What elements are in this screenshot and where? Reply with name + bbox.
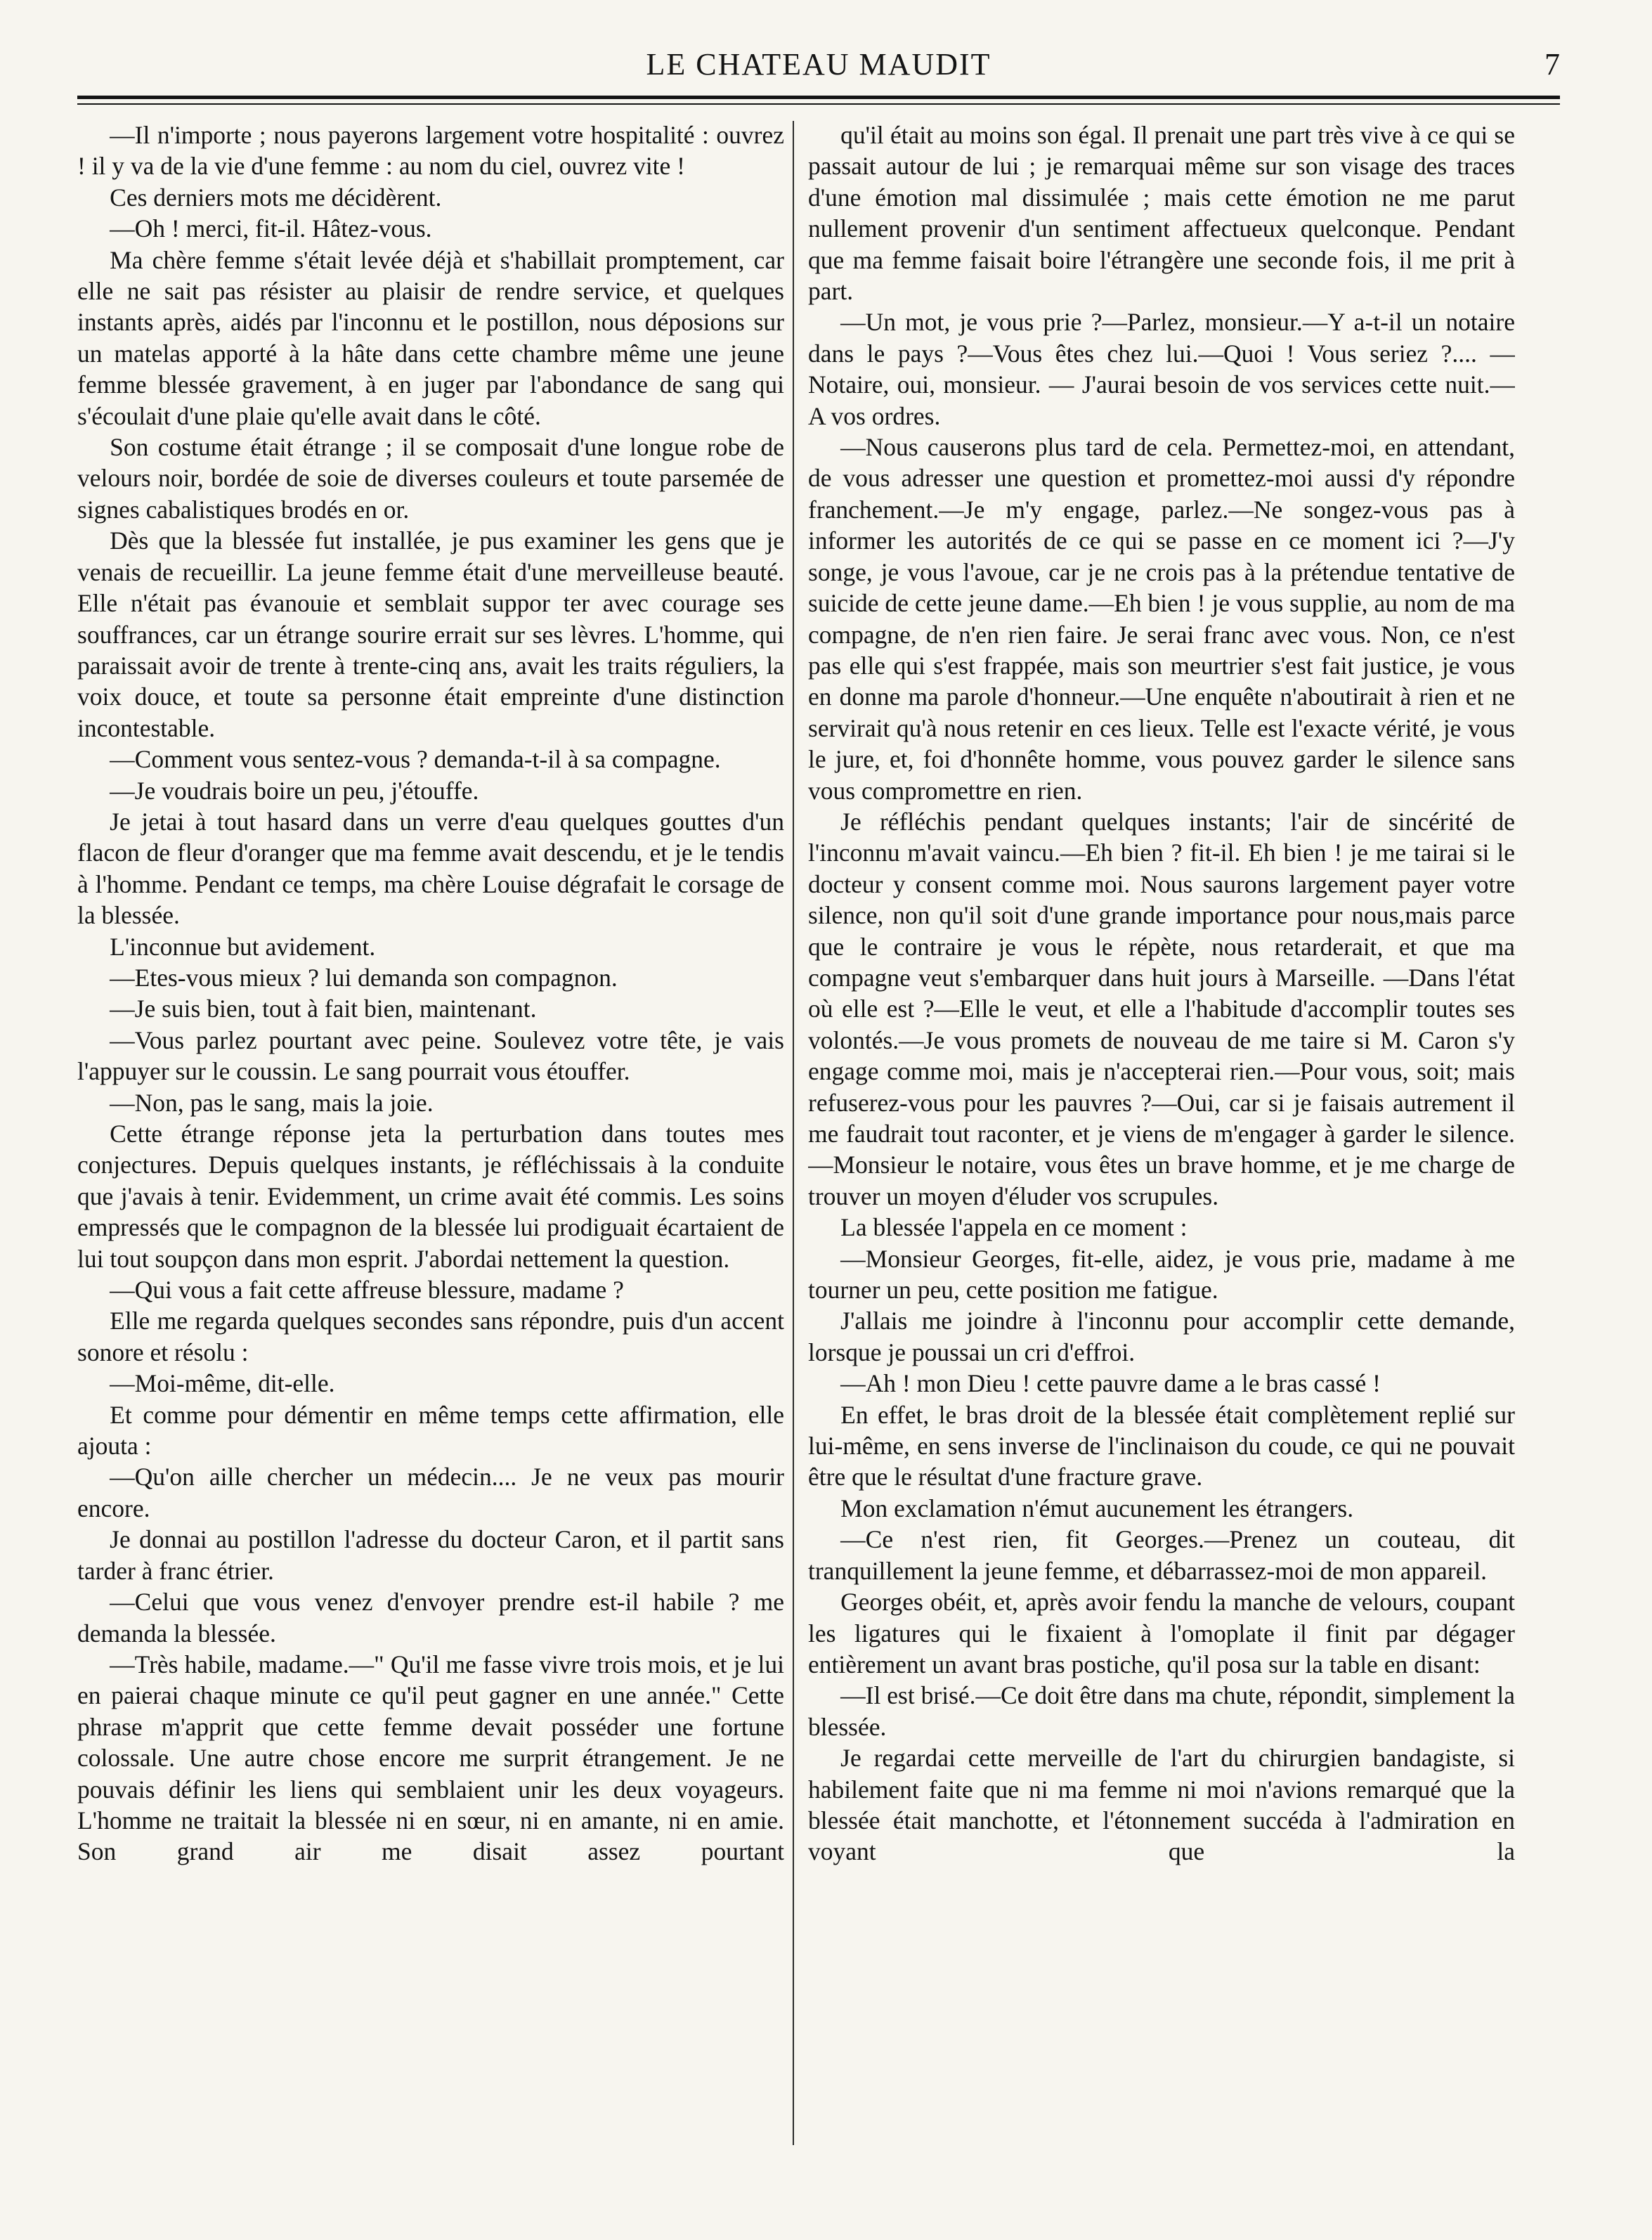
- paragraph: En effet, le bras droit de la blessée était complètement replié sur lui-même, en sens inverse de l'inclinaison du coude, ce qui ne pouvait être que le résultat d'une fracture grave.: [808, 1400, 1515, 1491]
- paragraph: —Je suis bien, tout à fait bien, maintenant.: [110, 995, 537, 1023]
- paragraph: Je réfléchis pendant quelques instants; l'air de sincérité de l'inconnu m'avait vaincu.—Eh bien ? fit-il. Eh bien ! je me tairai si le docteur y consent comme moi. Nous saurons largement payer votre silence, non qu'il soit d'une grande importance pour nous,mais parce que le contraire je vous le répète, nous retarderait, et que ma compagne veut s'embarquer dans huit jours à Marseille. —Dans l'état où elle est ?—Elle le veut, et elle a l'habitude d'accomplir toutes ses volontés.—Je vous promets de nouveau de me taire si M. Caron s'y engage comme moi, mais je n'accepterai rien.—Pour vous, soit; mais refuserez-vous pour les pauvres ?—Oui, car si je faisais autrement il me faudrait tout raconter, et je viens de m'engager à garder le silence.—Monsieur le notaire, vous êtes un brave homme, et je me charge de trouver un moyen d'éluder vos scrupules.: [808, 807, 1515, 1210]
- running-title: LE CHATEAU MAUDIT: [646, 47, 991, 82]
- header-rule-thin: [77, 103, 1560, 105]
- header-rule-thick: [77, 96, 1560, 99]
- paragraph: —Oh ! merci, fit-il. Hâtez-vous.: [110, 214, 432, 243]
- paragraph: Mon exclamation n'émut aucunement les étrangers.: [840, 1494, 1354, 1522]
- paragraph: —Non, pas le sang, mais la joie.: [110, 1088, 434, 1117]
- paragraph: —Je voudrais boire un peu, j'étouffe.: [110, 776, 479, 805]
- paragraph: Je donnai au postillon l'adresse du docteur Caron, et il partit sans tarder à franc étrier.: [77, 1525, 784, 1585]
- paragraph: —Qui vous a fait cette affreuse blessure, madame ?: [110, 1276, 624, 1304]
- page-number: 7: [1544, 47, 1560, 82]
- paragraph: —Un mot, je vous prie ?—Parlez, monsieur.—Y a-t-il un notaire dans le pays ?—Vous êtes chez lui.—Quoi ! Vous seriez ?.... —Notaire, oui, monsieur. — J'aurai besoin de vos services cette nuit.—A vos ordres.: [808, 308, 1515, 430]
- right-column: [808, 119, 1515, 2158]
- paragraph: Je jetai à tout hasard dans un verre d'eau quelques gouttes d'un flacon de fleur d'oranger que ma femme avait descendu, et je le tendis à l'homme. Pendant ce temps, ma chère Louise dégrafait le corsage de la blessée.: [77, 807, 784, 930]
- paragraph: La blessée l'appela en ce moment :: [840, 1213, 1188, 1242]
- paragraph: Ces derniers mots me décidèrent.: [110, 183, 442, 212]
- paragraph: —Il n'importe ; nous payerons largement votre hospitalité : ouvrez ! il y va de la vie d'une femme : au nom du ciel, ouvrez vite !: [77, 121, 784, 181]
- paragraph: Ma chère femme s'était levée déjà et s'habillait promptement, car elle ne sait pas résister au plaisir de rendre service, et quelques instants après, aidés par l'inconnu et le postillon, nous déposions sur un matelas apporté à la hâte dans cette chambre même une jeune femme blessée gravement, à en juger par l'abondance de sang qui s'écoulait d'une plaie qu'elle avait dans le côté.: [77, 245, 784, 430]
- paragraph: Dès que la blessée fut installée, je pus examiner les gens que je venais de recueillir. La jeune femme était d'une merveilleuse beauté. Elle n'était pas évanouie et semblait suppor ter avec courage ses souffrances, car un étrange sourire errait sur ses lèvres. L'homme, qui paraissait avoir de trente à trente-cinq ans, avait les traits réguliers, la voix douce, et toute sa personne était empreinte d'une distinction incontestable.: [77, 526, 784, 742]
- paragraph: —Vous parlez pourtant avec peine. Soulevez votre tête, je vais l'appuyer sur le coussin. Le sang pourrait vous étouffer.: [77, 1025, 784, 1086]
- page-header: [77, 46, 1560, 96]
- paragraph: —Moi-même, dit-elle.: [110, 1369, 335, 1398]
- paragraph: Georges obéit, et, après avoir fendu la manche de velours, coupant les ligatures qui le fixaient à l'omoplate il finit par dégager entièrement un avant bras postiche, qu'il posa sur la table en disant:: [808, 1588, 1515, 1678]
- paragraph: qu'il était au moins son égal. Il prenait une part très vive à ce qui se passait autour de lui ; je remarquai même sur son visage des traces d'une émotion mal dissimulée ; mais cette émotion ne me parut nullement provenir d'un sentiment affectueux quelconque. Pendant que ma femme faisait boire l'étrangère une seconde fois, il me prit à part.: [808, 121, 1515, 306]
- paragraph: —Ah ! mon Dieu ! cette pauvre dame a le bras cassé !: [840, 1369, 1381, 1398]
- column-divider: [793, 121, 794, 2145]
- paragraph: L'inconnue but avidement.: [110, 932, 376, 961]
- paragraph: —Il est brisé.—Ce doit être dans ma chute, répondit, simplement la blessée.: [808, 1681, 1515, 1741]
- paragraph: —Très habile, madame.—" Qu'il me fasse vivre trois mois, et je lui en paierai chaque minute ce qu'il peut gagner en une année." Cette phrase m'apprit que cette femme devait posséder une fortune colossale. Une autre chose encore me surprit étrangement. Je ne pouvais définir les liens qui semblaient unir les deux voyageurs. L'homme ne traitait la blessée ni en sœur, ni en amante, ni en amie. Son grand air me disait assez pourtant: [77, 1650, 784, 1866]
- paragraph: Et comme pour démentir en même temps cette affirmation, elle ajouta :: [77, 1400, 784, 1461]
- left-column: [77, 119, 784, 2158]
- paragraph: —Nous causerons plus tard de cela. Permettez-moi, en attendant, de vous adresser une question et promettez-moi aussi d'y répondre franchement.—Je m'y engage, parlez.—Ne songez-vous pas à informer les autorités de ce qui se passe en ce moment ici ?—J'y songe, je vous l'avoue, car je ne crois pas à la prétendue tentative de suicide de cette jeune dame.—Eh bien ! je vous supplie, au nom de ma compagne, de n'en rien faire. Je serai franc avec vous. Non, ce n'est pas elle qui s'est frappée, mais son meurtrier s'est fait justice, je vous en donne ma parole d'honneur.—Une enquête n'aboutirait à rien et ne servirait qu'à nous retenir en ces lieux. Telle est l'exacte vérité, je vous le jure, et, foi d'honnête homme, vous pouvez garder le silence sans vous compromettre en rien.: [808, 433, 1515, 805]
- paragraph: Je regardai cette merveille de l'art du chirurgien bandagiste, si habilement faite que ni ma femme ni moi n'avions remarqué que la blessée était manchotte, et l'étonnement succéda à l'admiration en voyant que la: [808, 1744, 1515, 1866]
- paragraph: Cette étrange réponse jeta la perturbation dans toutes mes conjectures. Depuis quelques instants, je réfléchissais à la conduite que j'avais à tenir. Evidemment, un crime avait été commis. Les soins empressés que le compagnon de la blessée lui prodiguait écartaient de lui tout soupçon dans mon esprit. J'abordai nettement la question.: [77, 1120, 784, 1273]
- paragraph: —Qu'on aille chercher un médecin.... Je ne veux pas mourir encore.: [77, 1463, 784, 1522]
- paragraph: —Monsieur Georges, fit-elle, aidez, je vous prie, madame à me tourner un peu, cette position me fatigue.: [808, 1244, 1515, 1304]
- paragraph: —Etes-vous mieux ? lui demanda son compagnon.: [110, 963, 618, 992]
- paragraph: —Celui que vous venez d'envoyer prendre est-il habile ? me demanda la blessée.: [77, 1588, 784, 1647]
- paragraph: —Comment vous sentez-vous ? demanda-t-il à sa compagne.: [110, 745, 721, 774]
- paragraph: Elle me regarda quelques secondes sans répondre, puis d'un accent sonore et résolu :: [77, 1307, 784, 1366]
- paragraph: Son costume était étrange ; il se composait d'une longue robe de velours noir, bordée de soie de diverses couleurs et toute parsemée de signes cabalistiques brodés en or.: [77, 433, 784, 524]
- paragraph: —Ce n'est rien, fit Georges.—Prenez un couteau, dit tranquillement la jeune femme, et débarrassez-moi de mon appareil.: [808, 1525, 1515, 1585]
- paragraph: J'allais me joindre à l'inconnu pour accomplir cette demande, lorsque je poussai un cri d'effroi.: [808, 1307, 1515, 1366]
